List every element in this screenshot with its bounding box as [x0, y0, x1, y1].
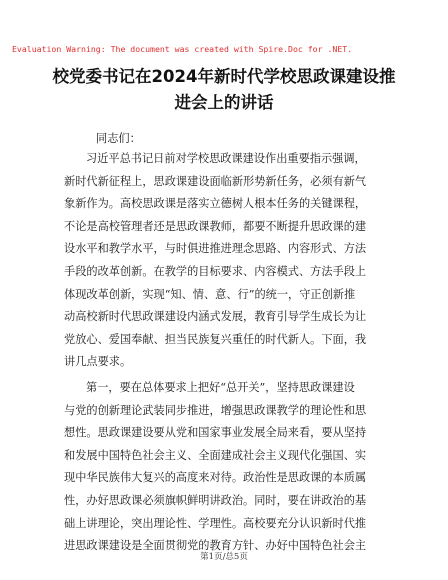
body-line: 想性。思政课建设要从党和国家事业发展全局来看，要从坚持: [64, 426, 367, 440]
body-line: 习近平总书记日前对学校思政课建设作出重要指示强调，: [86, 152, 366, 165]
page-footer: 第1页/总5页: [200, 552, 248, 562]
body-line: 现中华民族伟大复兴的高度来对待。政治性是思政课的本质属: [64, 471, 367, 485]
body-line: 讲几点要求。: [64, 355, 132, 369]
evaluation-warning: Evaluation Warning: The document was created with Spire.Doc for .NET.: [12, 44, 353, 54]
body-line: 础上讲理论，突出理论性、学理性。高校要充分认识新时代推: [64, 516, 367, 530]
document-title: [30, 64, 418, 116]
body-line: 性，办好思政课必须旗帜鲜明讲政治。同时，要在讲政治的基: [64, 493, 367, 507]
body-line: 体现改革创新，实现“知、情、意、行”的统一，守正创新推: [64, 287, 356, 301]
body-line: 不论是高校管理者还是思政课教师，都要不断提升思政课的建: [64, 219, 367, 233]
body-line: 象新作为。高校思政课是落实立德树人根本任务的关键课程，: [64, 197, 367, 211]
body-line: 和发展中国特色社会主义、全面建成社会主义现代化强国、实: [64, 448, 367, 462]
body-line: 进思政课建设是全面贯彻党的教育方针、办好中国特色社会主: [64, 539, 367, 553]
body-line: 动高校新时代思政课建设内涵式发展，教育引导学生成长为让: [64, 310, 367, 324]
body-line: 新时代新征程上，思政课建设面临新形势新任务，必须有新气: [64, 174, 367, 188]
body-line: 与党的创新理论武装同步推进，增强思政课教学的理论性和思: [64, 403, 367, 417]
body-text: [64, 148, 394, 558]
title-line-1: 校党委书记在2024年新时代学校思政课建设推: [52, 67, 396, 86]
body-line: 党放心、爱国奉献、担当民族复兴重任的时代新人。下面，我: [64, 332, 367, 346]
body-line: 第一，要在总体要求上把好“总开关”，坚持思政课建设: [86, 380, 355, 394]
body-line: 手段的改革创新。在教学的目标要求、内容模式、方法手段上: [64, 264, 367, 278]
salutation: 同志们：: [96, 132, 141, 145]
body-line: 设水平和教学水平，与时俱进推进理念思路、内容形式、方法: [64, 242, 367, 256]
title-line-2: 进会上的讲话: [174, 93, 274, 112]
